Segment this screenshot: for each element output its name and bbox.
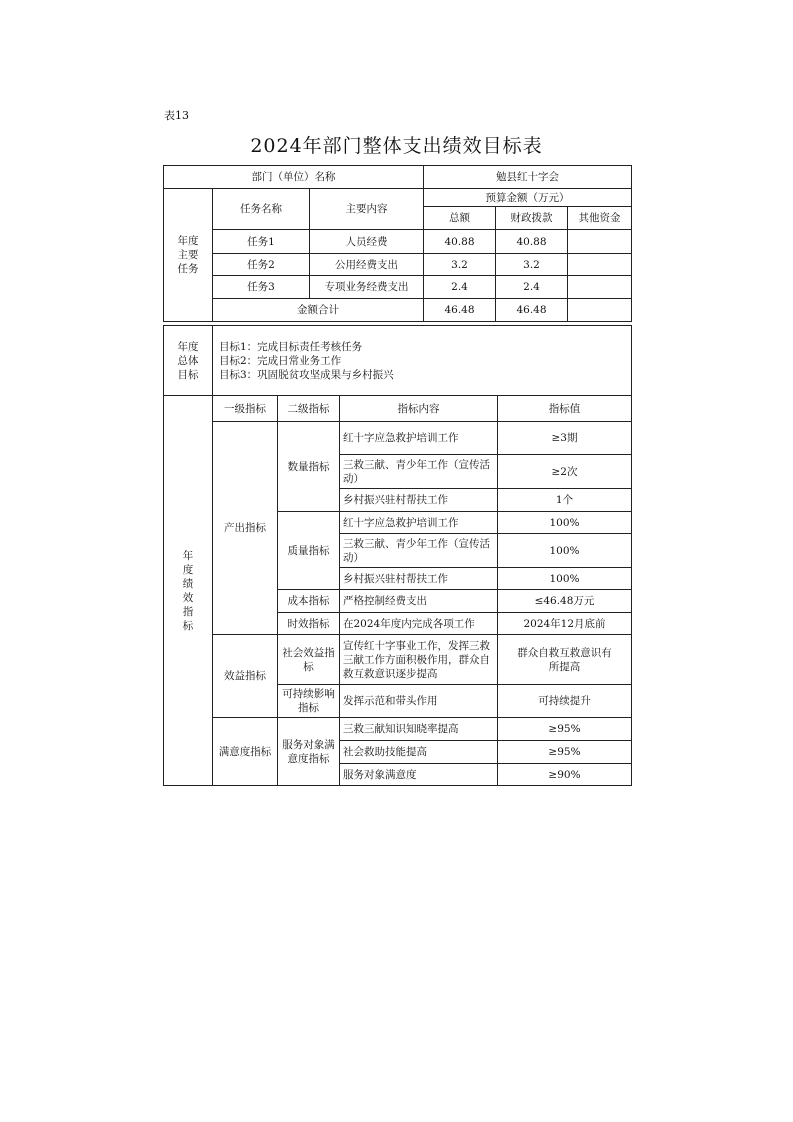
indicator-content: 在2024年度内完成各项工作 <box>340 613 498 635</box>
task-side-label: 年度 主要 任务 <box>164 189 213 322</box>
dept-label: 部门（单位）名称 <box>164 166 424 189</box>
page-title: 2024年部门整体支出绩效目标表 <box>250 135 543 157</box>
indicator-content: 宣传红十字事业工作，发挥三救三献工作方面积极作用，群众自救互救意识逐步提高 <box>340 635 498 685</box>
indicator-content: 红十字应急救护培训工作 <box>340 512 498 534</box>
indicator-value: ≥2次 <box>498 455 632 489</box>
task-content: 公用经费支出 <box>310 254 424 276</box>
indicator-content: 乡村振兴驻村帮扶工作 <box>340 489 498 512</box>
quality-indicator-label: 质量指标 <box>278 512 340 590</box>
col-budget: 预算金额（万元） <box>424 189 632 207</box>
indicator-value: 1个 <box>498 489 632 512</box>
sum-label: 金额合计 <box>213 299 424 322</box>
task-name: 任务1 <box>213 230 310 254</box>
indicator-content: 服务对象满意度 <box>340 764 498 786</box>
social-benefit-label: 社会效益指标 <box>278 635 340 685</box>
goal-side-label: 年度 总体 目标 <box>164 326 213 396</box>
col-indicator-value: 指标值 <box>498 396 632 422</box>
task-other <box>568 230 632 254</box>
table-row <box>164 230 632 254</box>
indicator-content: 三救三献、青少年工作（宣传活动） <box>340 455 498 489</box>
indicator-value: 100% <box>498 512 632 534</box>
sustainable-impact-label: 可持续影响指标 <box>278 685 340 718</box>
task-name: 任务2 <box>213 254 310 276</box>
indicator-content: 乡村振兴驻村帮扶工作 <box>340 568 498 590</box>
indicator-value: 100% <box>498 534 632 568</box>
indicator-content: 社会救助技能提高 <box>340 741 498 764</box>
indicator-side-label: 年 度 绩 效 指 标 <box>164 396 213 786</box>
goal-table <box>163 325 632 396</box>
table-row <box>164 276 632 299</box>
task-total: 3.2 <box>424 254 496 276</box>
cost-indicator-label: 成本指标 <box>278 590 340 613</box>
col-indicator-content: 指标内容 <box>340 396 498 422</box>
goal-list <box>213 326 632 396</box>
task-content: 专项业务经费支出 <box>310 276 424 299</box>
col-total: 总额 <box>424 207 496 230</box>
task-content: 人员经费 <box>310 230 424 254</box>
indicator-content: 红十字应急救护培训工作 <box>340 422 498 455</box>
sum-other <box>568 299 632 322</box>
indicator-content: 发挥示范和带头作用 <box>340 685 498 718</box>
task-fiscal: 2.4 <box>496 276 568 299</box>
output-indicator-label: 产出指标 <box>213 422 278 635</box>
table-number: 表13 <box>164 109 189 122</box>
indicator-content: 三救三献知识知晓率提高 <box>340 718 498 741</box>
dept-name: 勉县红十字会 <box>424 166 632 189</box>
task-other <box>568 254 632 276</box>
indicator-table <box>163 395 632 786</box>
benefit-indicator-label: 效益指标 <box>213 635 278 718</box>
task-fiscal: 40.88 <box>496 230 568 254</box>
indicator-value: ≤46.48万元 <box>498 590 632 613</box>
time-indicator-label: 时效指标 <box>278 613 340 635</box>
col-main-content: 主要内容 <box>310 189 424 230</box>
indicator-value: 2024年12月底前 <box>498 613 632 635</box>
col-level1: 一级指标 <box>213 396 278 422</box>
satisfaction-indicator-label: 满意度指标 <box>213 718 278 786</box>
indicator-value: ≥95% <box>498 741 632 764</box>
task-total: 40.88 <box>424 230 496 254</box>
indicator-content: 三救三献、青少年工作（宣传活动） <box>340 534 498 568</box>
col-other: 其他资金 <box>568 207 632 230</box>
col-level2: 二级指标 <box>278 396 340 422</box>
task-total: 2.4 <box>424 276 496 299</box>
indicator-value: 100% <box>498 568 632 590</box>
task-other <box>568 276 632 299</box>
col-task-name: 任务名称 <box>213 189 310 230</box>
goal-item: 目标1：完成目标责任考核任务 <box>219 340 363 353</box>
indicator-content: 严格控制经费支出 <box>340 590 498 613</box>
indicator-value: 可持续提升 <box>498 685 632 718</box>
goal-item: 目标3：巩固脱贫攻坚成果与乡村振兴 <box>219 368 394 381</box>
sum-fiscal: 46.48 <box>496 299 568 322</box>
task-name: 任务3 <box>213 276 310 299</box>
task-fiscal: 3.2 <box>496 254 568 276</box>
service-satisfaction-label: 服务对象满意度指标 <box>278 718 340 786</box>
sum-row <box>164 299 632 322</box>
sum-total: 46.48 <box>424 299 496 322</box>
task-table <box>163 165 632 322</box>
goal-item: 目标2：完成日常业务工作 <box>219 354 342 367</box>
indicator-value: ≥3期 <box>498 422 632 455</box>
table-row <box>164 254 632 276</box>
indicator-value: ≥95% <box>498 718 632 741</box>
col-fiscal: 财政拨款 <box>496 207 568 230</box>
indicator-value: ≥90% <box>498 764 632 786</box>
quantity-indicator-label: 数量指标 <box>278 422 340 512</box>
indicator-value: 群众自救互救意识有所提高 <box>498 635 632 685</box>
